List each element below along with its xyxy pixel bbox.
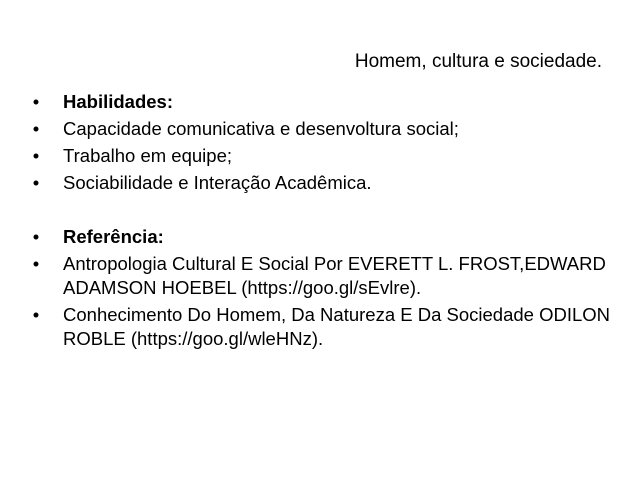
skills-heading: Habilidades: (63, 91, 173, 112)
bullet-item (31, 144, 621, 168)
bullet-icon: • (32, 172, 40, 193)
reference-item-text: Conhecimento Do Homem, Da Natureza E Da Sociedade ODILON ROBLE (https://goo.gl/wleHNz). (63, 304, 611, 349)
reference-item-text: Antropologia Cultural E Social Por EVERETT L. FROST,EDWARD ADAMSON HOEBEL (https://goo.gl/sEvlre). (63, 253, 606, 298)
skill-item-text: Trabalho em equipe; (63, 145, 233, 166)
slide-content (31, 90, 621, 354)
section-spacer (31, 198, 621, 225)
slide-title: Homem, cultura e sociedade. (354, 51, 602, 72)
skills-list (31, 90, 621, 195)
bullet-icon: • (32, 304, 40, 325)
bullet-item-skills-heading (31, 90, 621, 114)
bullet-item-references-heading (31, 225, 621, 249)
bullet-icon: • (32, 118, 40, 139)
skill-item-text: Sociabilidade e Interação Acadêmica. (63, 172, 372, 193)
bullet-icon: • (32, 145, 40, 166)
references-list (31, 225, 621, 351)
bullet-item (31, 171, 621, 195)
skill-item-text: Capacidade comunicativa e desenvoltura social; (63, 118, 459, 139)
bullet-item (31, 252, 621, 300)
bullet-item (31, 117, 621, 141)
bullet-icon: • (32, 91, 40, 112)
references-heading: Referência: (63, 226, 164, 247)
bullet-item (31, 303, 621, 351)
bullet-icon: • (32, 226, 40, 247)
bullet-icon: • (32, 253, 40, 274)
